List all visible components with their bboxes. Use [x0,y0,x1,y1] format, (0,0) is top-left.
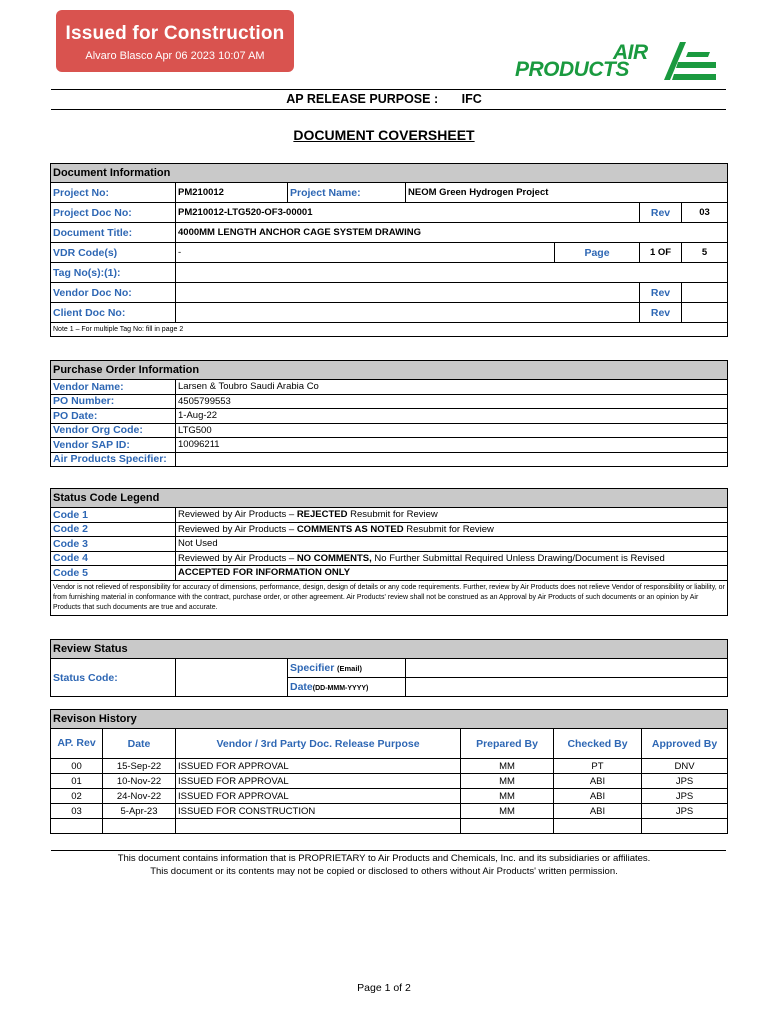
purchase-order-table [50,360,728,467]
po-row-label: Vendor Org Code: [51,423,176,438]
col-header: AP. Rev [51,729,103,759]
status-code-field[interactable] [176,659,288,697]
po-row-value[interactable]: Larsen & Toubro Saudi Arabia Co [176,380,728,395]
cell-approved: JPS [642,774,728,789]
table-row [51,774,728,789]
project-no-label: Project No: [51,183,176,203]
doc-title-label: Document Title: [51,223,176,243]
cell-purpose: ISSUED FOR APPROVAL [176,789,461,804]
status-code-label: Code 5 [51,566,176,581]
release-purpose [0,92,768,106]
rev-value[interactable]: 03 [682,203,728,223]
status-code-legend-table [50,488,728,616]
col-header: Prepared By [461,729,554,759]
page-total[interactable]: 5 [682,243,728,263]
specifier-field[interactable] [406,659,728,678]
col-header: Checked By [554,729,642,759]
cell-approved: DNV [642,759,728,774]
status-code-desc: Reviewed by Air Products – NO COMMENTS, No Further Submittal Required Unless Drawing/Document is Revised [176,551,728,566]
client-rev-label: Rev [640,303,682,323]
cell-approved: JPS [642,789,728,804]
vendor-rev-label: Rev [640,283,682,303]
status-code-label: Code 2 [51,522,176,537]
cell-purpose: ISSUED FOR CONSTRUCTION [176,804,461,819]
status-code-label: Code 4 [51,551,176,566]
col-header: Approved By [642,729,728,759]
vdr-value[interactable]: - [176,243,555,263]
tag-no-value[interactable] [176,263,728,283]
cell-date: 10-Nov-22 [103,774,176,789]
cell-checked: PT [554,759,642,774]
project-name-value[interactable]: NEOM Green Hydrogen Project [406,183,728,203]
po-row-label: Vendor SAP ID: [51,438,176,453]
date-field[interactable] [406,678,728,697]
date-hint: (DD-MMM-YYYY) [312,685,369,692]
col-header: Date [103,729,176,759]
po-row-value[interactable]: LTG500 [176,423,728,438]
cell-date: 15-Sep-22 [103,759,176,774]
po-row-label: PO Number: [51,394,176,409]
cell-prepared: MM [461,804,554,819]
project-doc-no-value[interactable]: PM210012-LTG520-OF3-00001 [176,203,640,223]
air-products-logo [513,40,718,84]
po-row-value[interactable]: 1-Aug-22 [176,409,728,424]
project-no-value[interactable]: PM210012 [176,183,288,203]
footer-line-1: This document contains information that is PROPRIETARY to Air Products and Chemicals, Inc. and its subsidiaries or affiliates. [117,853,651,864]
purpose-value: IFC [461,92,482,106]
cell-prepared: MM [461,759,554,774]
cell-date [103,819,176,834]
status-code-field-label: Status Code: [51,659,176,697]
rev-label: Rev [640,203,682,223]
top-divider-2 [51,109,726,110]
table-row [51,789,728,804]
doc-info-note: Note 1 – For multiple Tag No: fill in page 2 [51,323,728,337]
po-row-value[interactable]: 10096211 [176,438,728,453]
client-doc-label: Client Doc No: [51,303,176,323]
cell-date: 5-Apr-23 [103,804,176,819]
cell-approved [642,819,728,834]
cell-prepared [461,819,554,834]
logo-line1: AIR [613,41,648,64]
status-legend-header: Status Code Legend [51,489,728,508]
footer-line-2: This document or its contents may not be copied or disclosed to others without Air Products' written permission. [150,866,618,877]
document-information-table [50,163,728,337]
stamp-title: Issued for Construction [65,23,285,44]
table-row [51,819,728,834]
cell-prepared: MM [461,789,554,804]
po-row-label: Vendor Name: [51,380,176,395]
review-status-header: Review Status [51,640,728,659]
status-code-desc: Reviewed by Air Products – COMMENTS AS NOTED Resubmit for Review [176,522,728,537]
project-doc-no-label: Project Doc No: [51,203,176,223]
revision-history-table [50,709,728,834]
po-row-value[interactable]: 4505799553 [176,394,728,409]
cell-purpose [176,819,461,834]
cell-rev: 03 [51,804,103,819]
doc-info-header: Document Information [51,164,728,183]
cell-approved: JPS [642,804,728,819]
cell-checked: ABI [554,774,642,789]
vdr-label: VDR Code(s) [51,243,176,263]
col-header: Vendor / 3rd Party Doc. Release Purpose [176,729,461,759]
top-divider [51,89,726,90]
cell-rev: 01 [51,774,103,789]
project-name-label: Project Name: [288,183,406,203]
cell-checked [554,819,642,834]
cell-checked: ABI [554,804,642,819]
client-rev-value[interactable] [682,303,728,323]
doc-title-value[interactable]: 4000MM LENGTH ANCHOR CAGE SYSTEM DRAWING [176,223,728,243]
review-status-table [50,639,728,697]
table-row [51,804,728,819]
revision-history-header: Revison History [51,710,728,729]
cell-rev: 02 [51,789,103,804]
page-of: 1 OF [640,243,682,263]
po-row-label: PO Date: [51,409,176,424]
logo-line2: PRODUCTS [515,58,629,81]
vendor-doc-label: Vendor Doc No: [51,283,176,303]
cell-purpose: ISSUED FOR APPROVAL [176,759,461,774]
date-label: Date [290,681,313,693]
status-code-label: Code 3 [51,537,176,552]
status-code-desc: ACCEPTED FOR INFORMATION ONLY [176,566,728,581]
page-title: DOCUMENT COVERSHEET [293,127,475,143]
status-disclaimer: Vendor is not relieved of responsibility for accuracy of dimensions, performance, design, design of details or any code requirements. Further, review by Air Products does not relieve Vendor of responsibility or liability, or from furnishing material in conformance with the contract, purchase order, or other agreement. Air Products' review shall not be construed as an Approval by Air Products of such documents or an opinion by Air Products that such documents are true and accurate. [51,580,728,615]
page-number: Page 1 of 2 [357,982,411,994]
tag-no-label: Tag No(s):(1): [51,263,176,283]
po-row-label: Air Products Specifier: [51,452,176,467]
cell-prepared: MM [461,774,554,789]
specifier-hint: (Email) [337,664,363,673]
page-label: Page [555,243,640,263]
cell-date: 24-Nov-22 [103,789,176,804]
table-row [51,759,728,774]
logo-mark-icon [660,42,718,82]
cell-checked: ABI [554,789,642,804]
footer-divider [51,850,726,851]
purpose-label: AP RELEASE PURPOSE : [286,92,439,106]
status-code-desc: Not Used [176,537,728,552]
status-code-label: Code 1 [51,508,176,523]
po-header: Purchase Order Information [51,361,728,380]
vendor-doc-value[interactable] [176,283,640,303]
cell-rev [51,819,103,834]
vendor-rev-value[interactable] [682,283,728,303]
cell-purpose: ISSUED FOR APPROVAL [176,774,461,789]
status-code-desc: Reviewed by Air Products – REJECTED Resubmit for Review [176,508,728,523]
specifier-label: Specifier [290,662,335,674]
issued-stamp [56,10,294,72]
stamp-detail: Alvaro Blasco Apr 06 2023 10:07 AM [85,50,265,62]
cell-rev: 00 [51,759,103,774]
po-row-value[interactable] [176,452,728,467]
client-doc-value[interactable] [176,303,640,323]
